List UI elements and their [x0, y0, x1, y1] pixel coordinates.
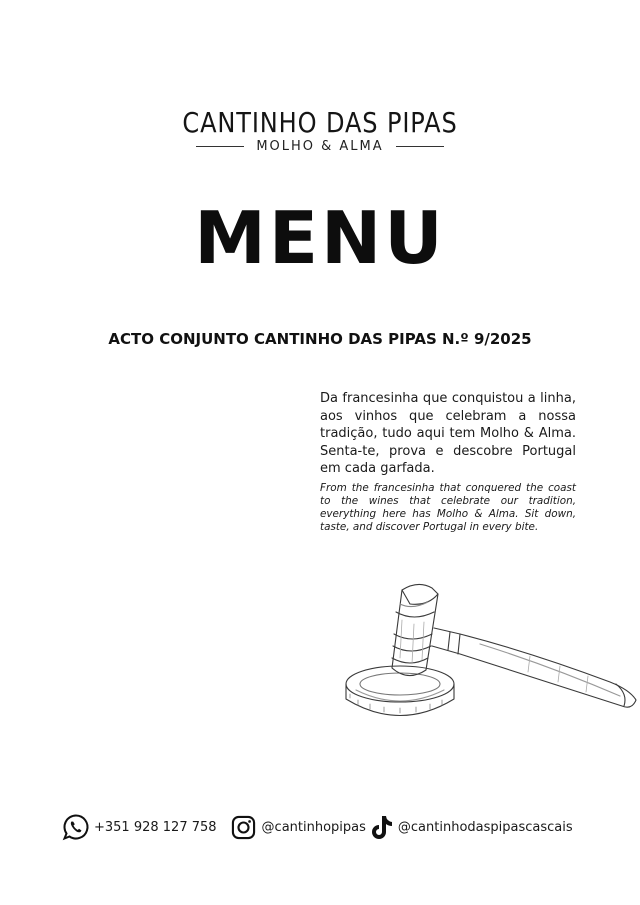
whatsapp-icon: [62, 813, 90, 841]
brand-name: CANTINHO DAS PIPAS: [182, 106, 458, 139]
tiktok-icon: [372, 814, 394, 840]
brand-logo: [0, 106, 640, 154]
tiktok-handle: @cantinhodaspipascascais: [397, 819, 573, 835]
instagram-icon: [231, 815, 256, 840]
description-pt: Da francesinha que conquistou a linha, aos vinhos que celebram a nossa tradição, tudo aqui tem Molho & Alma. Senta-te, prova e descobre Portugal em cada garfada.: [320, 391, 576, 476]
brand-tagline-row: [0, 139, 640, 154]
description-en: From the francesinha that conquered the coast to the wines that celebrate our tradition, everything here has Molho & Alma. Sit down, taste, and discover Portugal in every bite.: [320, 482, 576, 533]
contact-instagram[interactable]: [231, 815, 366, 840]
divider-left: [196, 146, 244, 147]
brand-tagline: MOLHO & ALMA: [256, 139, 384, 154]
contact-footer: [62, 812, 602, 842]
page-title: MENU: [194, 196, 446, 280]
instagram-handle: @cantinhopipas: [261, 819, 366, 835]
gavel-icon: [330, 572, 640, 732]
whatsapp-number: +351 928 127 758: [94, 819, 217, 835]
act-title: ACTO CONJUNTO CANTINHO DAS PIPAS N.º 9/2025: [108, 330, 532, 348]
contact-tiktok[interactable]: [372, 814, 573, 840]
divider-right: [396, 146, 444, 147]
contact-whatsapp[interactable]: [62, 813, 217, 841]
